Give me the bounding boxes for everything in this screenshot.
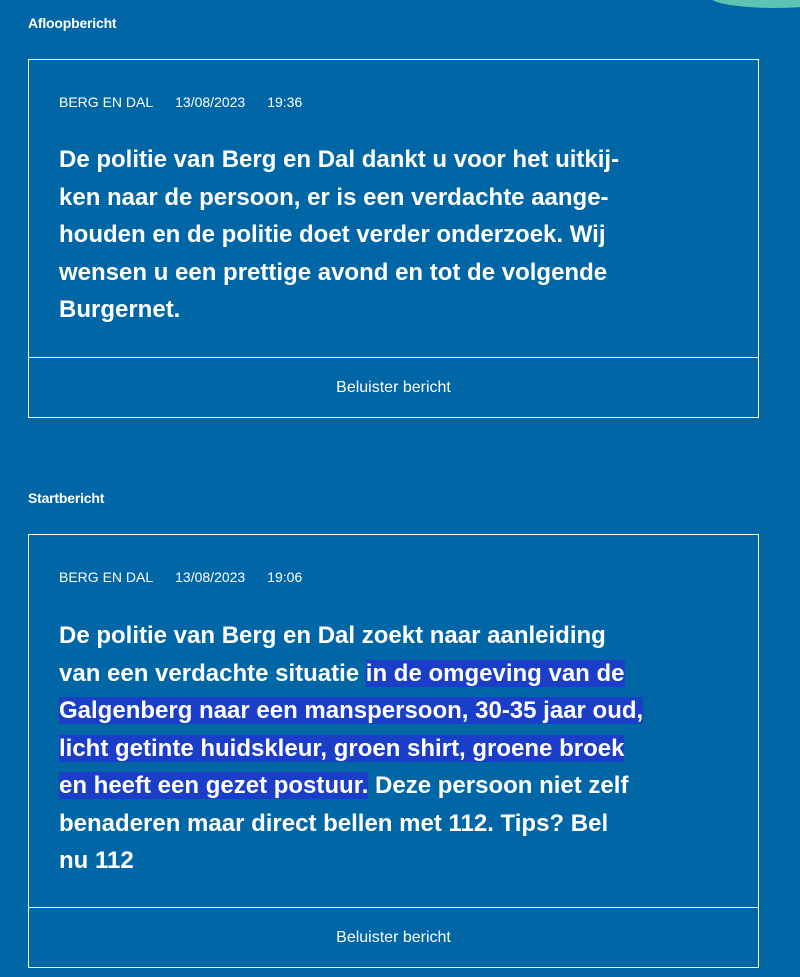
message-meta <box>59 569 302 585</box>
message-text <box>59 141 729 329</box>
highlighted-text[interactable]: Galgenberg naar een manspersoon, 30-35 jaar oud, <box>59 697 644 724</box>
message-card <box>28 534 759 968</box>
listen-message-button[interactable]: Beluister bericht <box>29 357 758 417</box>
message-line: wensen u een prettige avond en tot de volgende <box>59 258 608 286</box>
message-line <box>59 730 729 768</box>
message-type-label: Afloopbericht <box>28 15 117 31</box>
message-line <box>59 655 729 693</box>
message-card <box>28 59 759 418</box>
message-place: BERG EN DAL <box>59 94 154 110</box>
message-text-plain: van een verdachte situatie <box>59 659 366 687</box>
message-line: De politie van Berg en Dal zoekt naar aanleiding <box>59 622 606 649</box>
message-date: 13/08/2023 <box>175 569 246 585</box>
message-line: ken naar de persoon, er is een verdachte aange- <box>59 183 609 211</box>
message-text <box>59 617 729 880</box>
message-time: 19:06 <box>267 569 303 585</box>
message-type-label: Startbericht <box>28 490 105 506</box>
message-line: benaderen maar direct bellen met 112. Tips? Bel <box>59 809 609 837</box>
message-line <box>59 692 729 730</box>
message-line: houden en de politie doet verder onderzoek. Wij <box>59 221 606 248</box>
message-line: Burgernet. <box>59 296 181 323</box>
message-time: 19:36 <box>267 94 303 110</box>
message-meta <box>59 94 302 110</box>
highlighted-text[interactable]: licht getinte huidskleur, groen shirt, groene broek <box>59 734 625 762</box>
corner-decoration <box>710 0 800 8</box>
message-line: nu 112 <box>59 847 134 874</box>
message-date: 13/08/2023 <box>175 94 246 110</box>
message-text-plain: Deze persoon niet zelf <box>368 772 629 799</box>
highlighted-text[interactable]: en heeft een gezet postuur. <box>59 772 369 799</box>
message-place: BERG EN DAL <box>59 569 154 585</box>
message-line <box>59 767 729 805</box>
highlighted-text[interactable]: in de omgeving van de <box>365 659 625 687</box>
message-line: De politie van Berg en Dal dankt u voor het uitkij- <box>59 146 620 173</box>
listen-message-button[interactable]: Beluister bericht <box>29 907 758 967</box>
